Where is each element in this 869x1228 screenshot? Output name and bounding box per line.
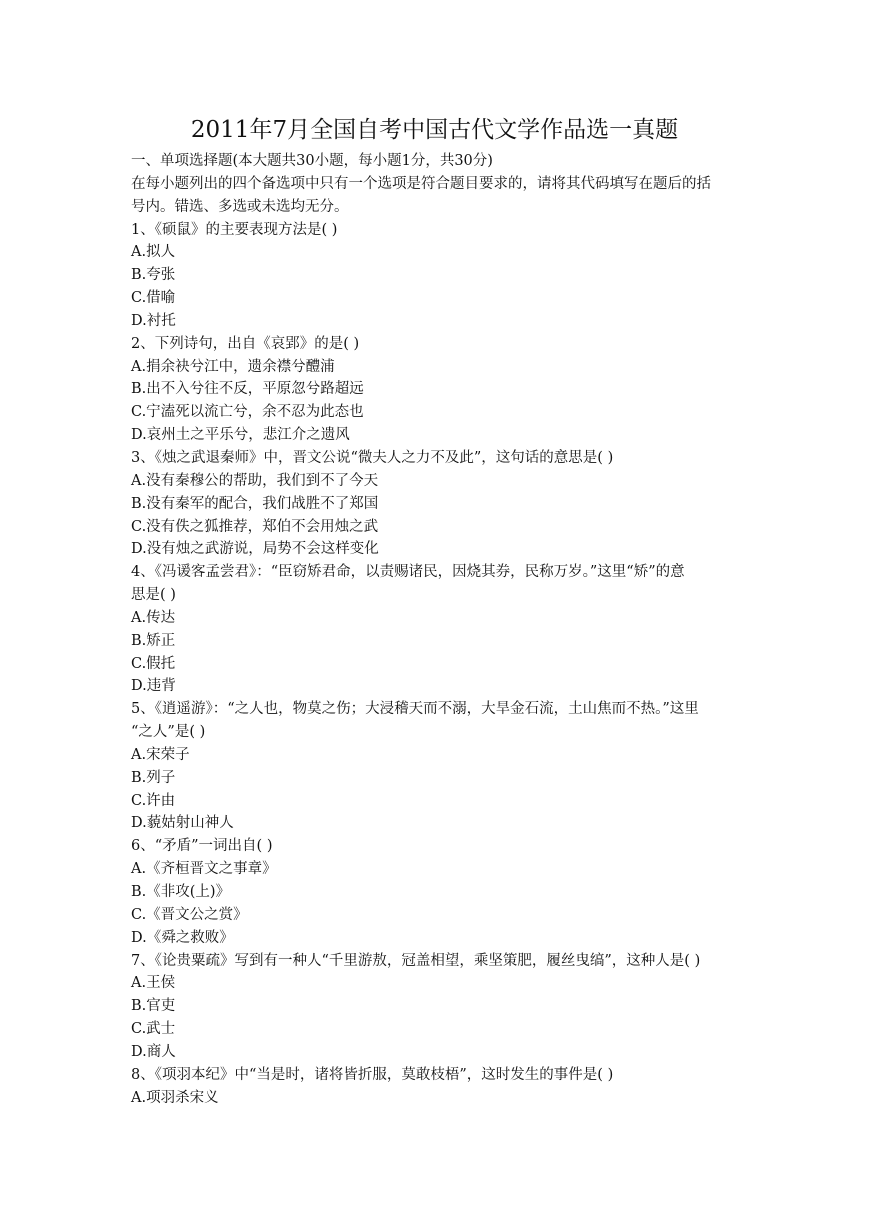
answer-option: C.没有佚之狐推荐，郑伯不会用烛之武 (131, 518, 379, 535)
answer-option: A.捐余袂兮江中，遗余襟兮醴浦 (131, 358, 335, 375)
page-title: 2011年7月全国自考中国古代文学作品选一真题 (190, 117, 679, 143)
answer-option: D.没有烛之武游说，局势不会这样变化 (131, 541, 379, 558)
question-block (131, 698, 741, 835)
question-block (131, 447, 741, 561)
answer-option: A.《齐桓晋文之事章》 (131, 861, 277, 878)
question-stem: 思是( ) (131, 587, 176, 604)
question-block (131, 219, 741, 333)
answer-option: A.王侯 (131, 975, 176, 992)
question-stem: 8、《项羽本纪》中“当是时，诸将皆折服，莫敢枝梧”，这时发生的事件是( ) (131, 1066, 614, 1083)
answer-option: C.《晋文公之赏》 (131, 906, 248, 923)
question-list (131, 219, 741, 1110)
answer-option: A.项羽杀宋义 (131, 1089, 219, 1106)
question-stem: 5、《逍遥游》：“之人也，物莫之伤；大浸稽天而不溺，大旱金石流，土山焦而不热。”这里 (131, 701, 699, 718)
section-header: 一、单项选择题(本大题共30小题，每小题1分，共30分) (131, 153, 493, 169)
answer-option: C.假托 (131, 655, 176, 672)
answer-option: A.传达 (131, 609, 176, 626)
question-stem: 6、“矛盾”一词出自( ) (131, 838, 273, 855)
answer-option: D.衬托 (131, 312, 176, 329)
exam-body (131, 150, 741, 1109)
question-stem: 7、《论贵粟疏》写到有一种人“千里游敖，冠盖相望，乘坚策肥，履丝曳缟”，这种人是( ) (131, 952, 701, 969)
question-stem: 4、《冯谖客孟尝君》：“臣窃矫君命，以责赐诸民，因烧其券，民称万岁。”这里“矫”的意 (131, 564, 685, 581)
answer-option: D.商人 (131, 1043, 176, 1060)
answer-option: D.藐姑射山神人 (131, 815, 234, 832)
answer-option: B.官吏 (131, 998, 176, 1015)
question-block (131, 333, 741, 447)
answer-option: B.《非攻(上)》 (131, 884, 231, 900)
answer-option: C.借喻 (131, 290, 176, 307)
answer-option: C.宁溘死以流亡兮，余不忍为此态也 (131, 404, 364, 421)
answer-option: A.宋荣子 (131, 746, 190, 763)
question-stem: 3、《烛之武退秦师》中，晋文公说“微夫人之力不及此”，这句话的意思是( ) (131, 449, 614, 466)
answer-option: C.许由 (131, 792, 176, 809)
answer-option: A.没有秦穆公的帮助，我们到不了今天 (131, 472, 379, 489)
instructions-line: 号内。错选、多选或未选均无分。 (131, 198, 349, 215)
answer-option: B.矫正 (131, 632, 176, 649)
answer-option: D.《舜之救败》 (131, 929, 234, 946)
question-block (131, 950, 741, 1064)
question-stem: “之人”是( ) (131, 724, 206, 741)
answer-option: C.武士 (131, 1021, 176, 1038)
answer-option: B.没有秦军的配合，我们战胜不了郑国 (131, 495, 379, 512)
question-stem: 1、《硕鼠》的主要表现方法是( ) (131, 221, 338, 238)
question-block (131, 1064, 741, 1110)
answer-option: B.出不入兮往不反，平原忽兮路超远 (131, 381, 364, 398)
instructions-line: 在每小题列出的四个备选项中只有一个选项是符合题目要求的，请将其代码填写在题后的括 (131, 175, 711, 192)
answer-option: D.违背 (131, 678, 176, 695)
answer-option: B.列子 (131, 769, 176, 786)
question-block (131, 835, 741, 949)
question-block (131, 561, 741, 698)
question-stem: 2、下列诗句，出自《哀郢》的是( ) (131, 335, 360, 352)
answer-option: D.哀州土之平乐兮，悲江介之遗风 (131, 427, 350, 444)
answer-option: B.夸张 (131, 267, 176, 284)
answer-option: A.拟人 (131, 244, 176, 261)
